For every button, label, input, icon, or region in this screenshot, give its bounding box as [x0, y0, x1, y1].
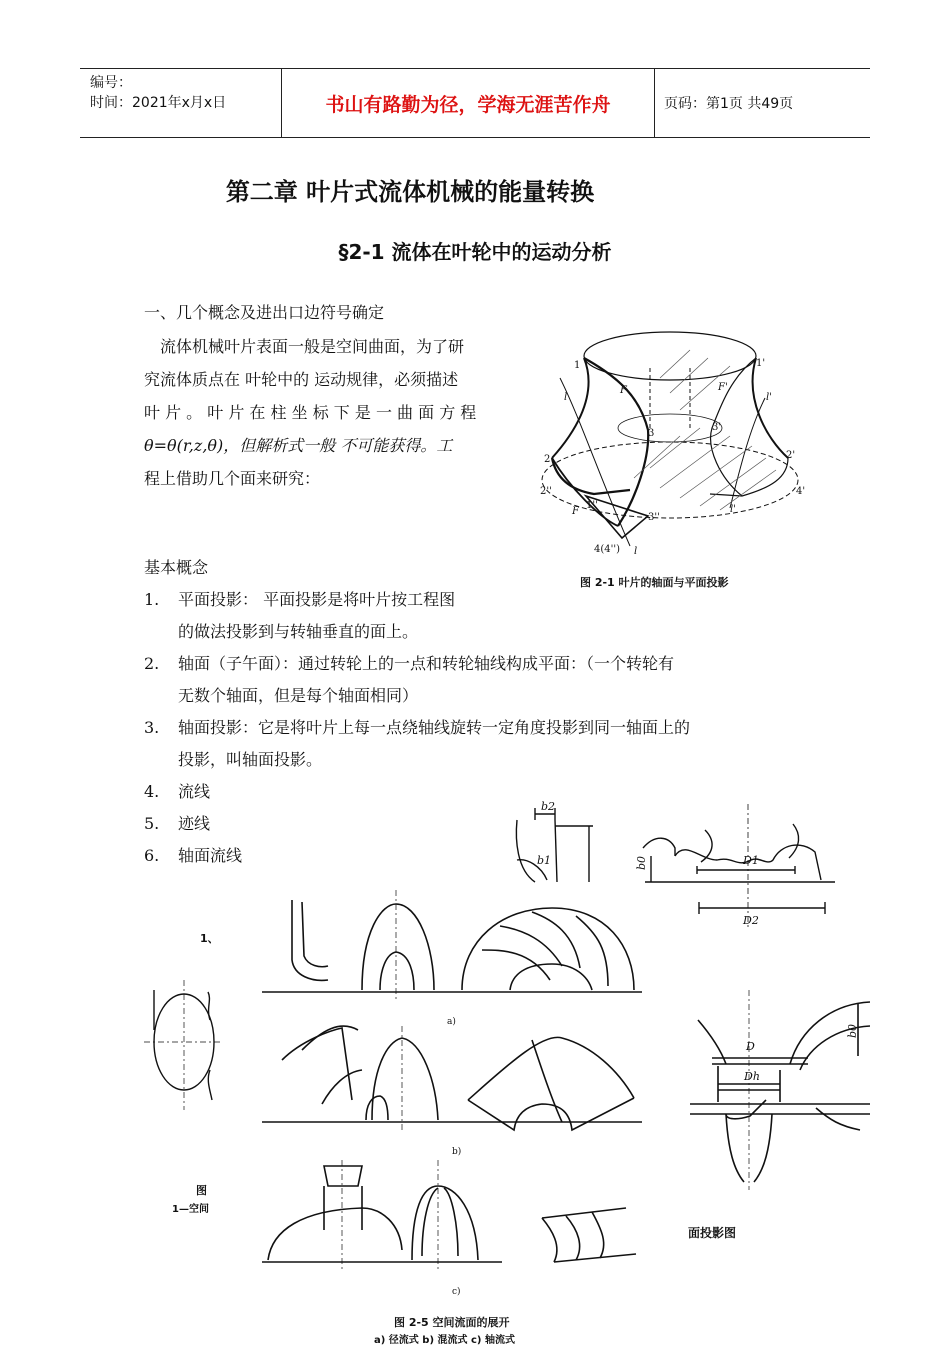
- chapter-title: 第二章 叶片式流体机械的能量转换: [225, 178, 595, 206]
- list-item: [144, 712, 824, 744]
- header-divider: [281, 69, 282, 137]
- fig25-sub-c: c): [452, 1287, 461, 1297]
- fig21-label: 2: [544, 454, 551, 465]
- figure-axial-runner-section: [690, 990, 870, 1190]
- list-text: 流线: [178, 782, 211, 801]
- section-title: §2-1 流体在叶轮中的运动分析: [338, 240, 612, 264]
- header-divider: [654, 69, 655, 137]
- paragraph-line: 叶 片 。 叶 片 在 柱 坐 标 下 是 一 曲 面 方 程: [144, 403, 477, 422]
- fig25-caption: 图 2-5 空间流面的展开: [394, 1316, 510, 1329]
- fig21-label: 1': [756, 358, 766, 369]
- list-item: [144, 584, 824, 616]
- fig21-label: F': [718, 382, 728, 393]
- page-header: [80, 68, 870, 138]
- fig21-label: 4(4''): [594, 544, 621, 555]
- number-label: 编号：: [90, 75, 132, 91]
- fig21-label: 1: [574, 360, 581, 371]
- list-number: 2.: [144, 654, 160, 673]
- list-number: 3.: [144, 718, 160, 737]
- list-number: 6.: [144, 846, 160, 865]
- fig21-label: 1'': [586, 500, 598, 511]
- fig21-label: F: [620, 385, 627, 396]
- header-motto: 书山有路勤为径，学海无涯苦作舟: [325, 93, 611, 116]
- intro-paragraph: [144, 330, 538, 495]
- fig21-label: l': [730, 504, 736, 515]
- fig25-sub-b: b): [452, 1147, 462, 1157]
- dim-label: b0: [846, 1023, 859, 1038]
- fig21-label: 2': [786, 450, 796, 461]
- fig21-label: 2'': [540, 486, 552, 497]
- right-figure-caption-fragment: 面投影图: [688, 1226, 737, 1240]
- fig21-caption: 图 2-1 叶片的轴面与平面投影: [580, 576, 729, 589]
- list-text: 轴面（子午面）：通过转轮上的一点和转轮轴线构成平面：（一个转轮有: [178, 654, 675, 673]
- section1-heading: 一、几个概念及进出口边符号确定: [144, 303, 385, 322]
- list-text: 投影，叫轴面投影。: [178, 750, 323, 769]
- list-text: 平面投影： 平面投影是将叶片按工程图: [178, 590, 456, 609]
- basic-concepts-heading: 基本概念: [144, 558, 209, 577]
- list-text: 轴面流线: [178, 846, 243, 865]
- dim-label: b2: [541, 800, 556, 813]
- left-fragment-fig: 图: [196, 1184, 207, 1197]
- left-fragment-top: 1、: [200, 932, 219, 945]
- list-number: 1.: [144, 590, 160, 609]
- paragraph-line: 究流体质点在 叶轮中的 运动规律，必须描述: [144, 370, 459, 389]
- fig21-label: 3: [648, 428, 655, 439]
- fig21-label: 4': [796, 486, 806, 497]
- list-item: [144, 648, 824, 680]
- fig21-label: F: [572, 506, 579, 517]
- list-item-continuation: [144, 616, 824, 648]
- dim-label: Dh: [744, 1070, 760, 1083]
- fig25-sub-a: a): [447, 1017, 456, 1027]
- dim-label: D2: [743, 914, 759, 927]
- figure-2-5-flow-surfaces: [262, 890, 642, 1320]
- figure-2-1-blade-projection: [530, 318, 820, 560]
- list-text: 轴面投影：它是将叶片上每一点绕轴线旋转一定角度投影到同一轴面上的: [178, 718, 691, 737]
- fig21-label: 3': [712, 422, 722, 433]
- fig25-subcaption: a) 径流式 b) 混流式 c) 轴流式: [374, 1335, 515, 1346]
- list-number: 5.: [144, 814, 160, 833]
- dim-label: b1: [537, 854, 552, 867]
- left-fragment-line: 1—空间: [172, 1204, 209, 1215]
- figure-left-fragment: [140, 930, 220, 1130]
- dim-label: D: [746, 1040, 755, 1053]
- fig21-label: 3'': [648, 512, 660, 523]
- list-text: 的做法投影到与转轴垂直的面上。: [178, 622, 419, 641]
- header-meta: [90, 73, 226, 113]
- paragraph-line: 程上借助几个面来研究：: [144, 469, 321, 488]
- dim-label: D1: [743, 854, 759, 867]
- fig21-label: l: [564, 392, 568, 403]
- header-page-info: 页码：第1页 共49页: [664, 96, 794, 112]
- list-item-continuation: [144, 680, 824, 712]
- list-item-continuation: [144, 744, 824, 776]
- fig21-label: l': [766, 392, 772, 403]
- fig21-label: l: [634, 546, 638, 557]
- paragraph-line: 流体机械叶片表面一般是空间曲面，为了研: [160, 337, 465, 356]
- date-label: 时间：2021年x月x日: [90, 95, 227, 111]
- list-text: 迹线: [178, 814, 211, 833]
- paragraph-line: θ=θ(r,z,θ)，但解析式一般 不可能获得。工: [144, 436, 453, 455]
- dim-label: b0: [635, 855, 648, 870]
- list-text: 无数个轴面，但是每个轴面相同）: [178, 686, 419, 705]
- list-number: 4.: [144, 782, 160, 801]
